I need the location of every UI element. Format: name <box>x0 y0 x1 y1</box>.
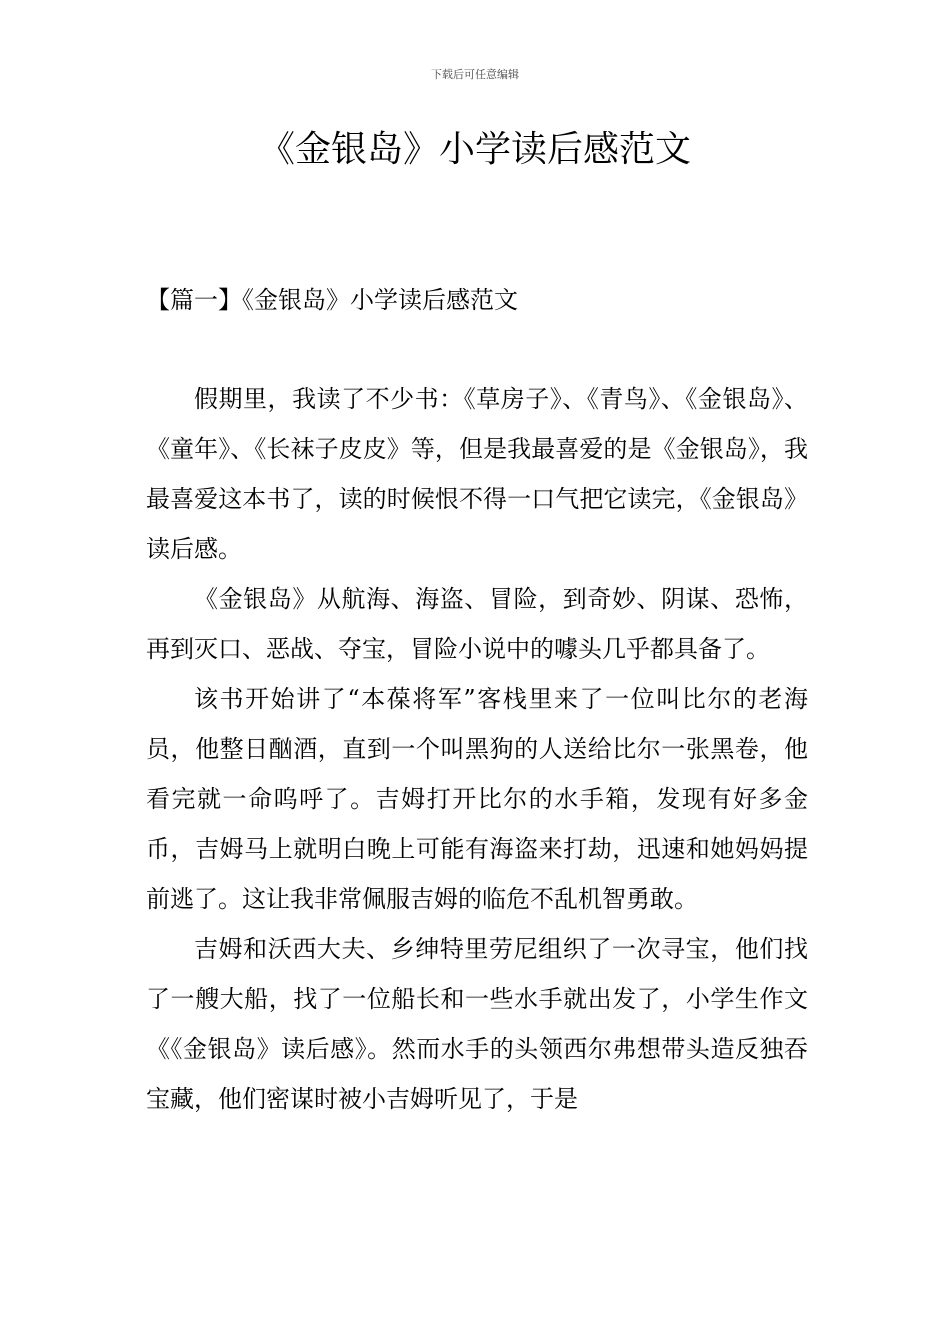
paragraph-4: 吉姆和沃西大夫、乡绅特里劳尼组织了一次寻宝，他们找了一艘大船，找了一位船长和一些水手就出发了，小学生作文《《金银岛》读后感》。然而水手的头领西尔弗想带头造反独吞宝藏，他们密谋时被小吉姆听见了，于是 <box>146 935 808 1113</box>
paragraph-2: 《金银岛》从航海、海盗、冒险，到奇妙、阴谋、恐怖，再到灭口、恶战、夺宝，冒险小说中的噱头几乎都具备了。 <box>146 585 808 663</box>
section-heading: 【篇一】《金银岛》小学读后感范文 <box>146 286 518 314</box>
document-title: 《金银岛》小学读后感范文 <box>258 129 691 170</box>
paragraph-3: 该书开始讲了“本葆将军”客栈里来了一位叫比尔的老海员，他整日酗酒，直到一个叫黑狗的人送给比尔一张黑卷，他看完就一命呜呼了。吉姆打开比尔的水手箱，发现有好多金币，吉姆马上就明白晚上可能有海盗来打劫，迅速和她妈妈提前逃了。这让我非常佩服吉姆的临危不乱机智勇敢。 <box>146 685 808 913</box>
paragraph-1: 假期里，我读了不少书：《草房子》、《青鸟》、《金银岛》、《童年》、《长袜子皮皮》等，但是我最喜爱的是《金银岛》，我最喜爱这本书了，读的时候恨不得一口气把它读完，《金银岛》读后感。 <box>146 385 808 563</box>
article-body <box>146 374 808 1124</box>
header-note: 下载后可任意编辑 <box>431 68 519 81</box>
